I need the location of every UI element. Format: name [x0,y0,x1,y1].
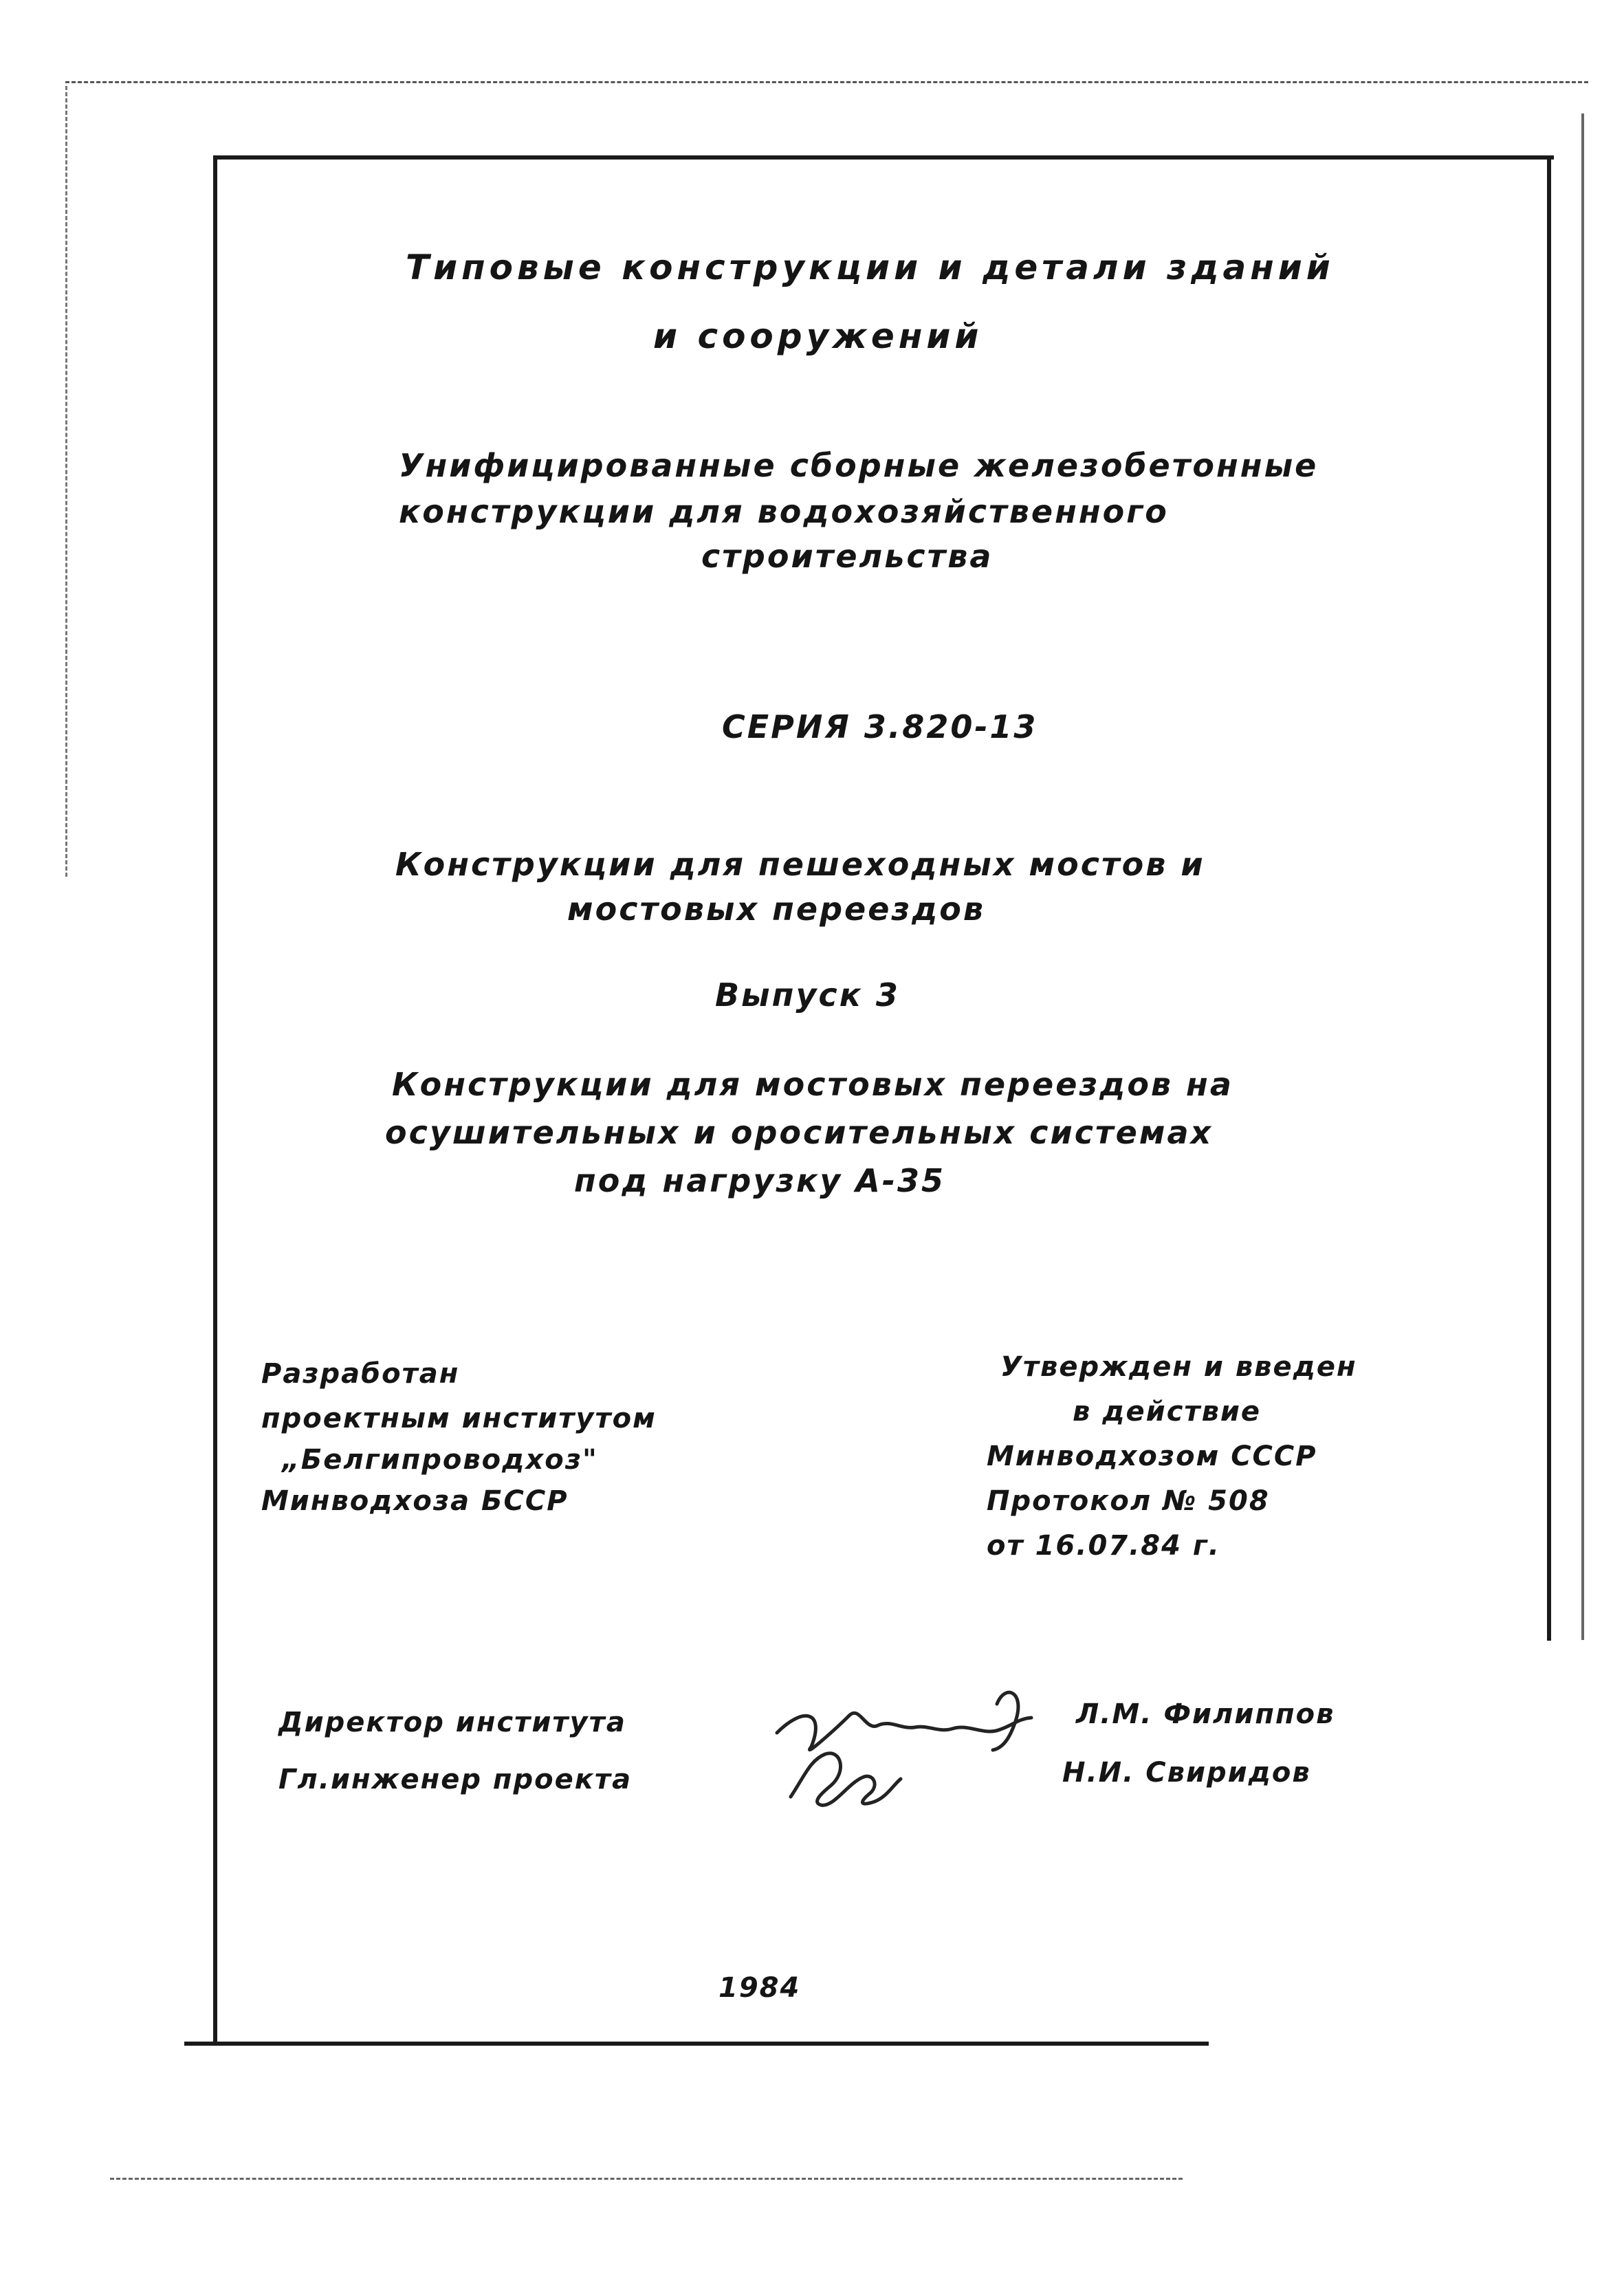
issue-desc-line-1: Конструкции для мостовых переездов на [392,1066,1233,1103]
frame-left [213,155,217,2043]
director-name: Л.М. Филиппов [1076,1698,1335,1730]
section-line-2: мостовых переездов [567,890,986,928]
subtitle-line-2: конструкции для водохозяйственного [399,493,1169,530]
year: 1984 [718,1972,801,2004]
chief-engineer-signature [777,1736,908,1819]
title-line-2: и сооружений [653,316,983,356]
issue-desc-line-2: осушительных и оросительных системах [385,1114,1214,1151]
developed-line-3: „Белгипроводхоз" [282,1444,598,1476]
developed-line-4: Минводхоза БССР [261,1485,569,1517]
chief-engineer-name: Н.И. Свиридов [1062,1757,1311,1789]
frame-right [1547,155,1551,1641]
outer-right-edge [1581,113,1584,1640]
approved-line-1: Утвержден и введен [1000,1351,1357,1383]
subtitle-line-3: строительства [701,538,994,575]
director-role: Директор института [278,1707,626,1738]
scan-bottom-edge [110,2178,1183,2180]
developed-line-2: проектным институтом [261,1403,657,1434]
title-line-1: Типовые конструкции и детали зданий [406,248,1335,287]
scan-left-edge [65,86,67,877]
section-line-1: Конструкции для пешеходных мостов и [395,846,1205,883]
developed-line-1: Разработан [261,1358,460,1390]
approved-line-5: от 16.07.84 г. [987,1530,1220,1562]
frame-top [213,155,1554,160]
approved-line-4: Протокол № 508 [987,1485,1270,1517]
subtitle-line-1: Унифицированные сборные железобетонные [399,447,1319,484]
series-label: СЕРИЯ 3.820-13 [722,708,1038,745]
frame-bottom [184,2042,1209,2046]
approved-line-2: в действие [1073,1396,1262,1428]
issue-label: Выпуск 3 [715,976,900,1014]
approved-line-3: Минводхозом СССР [987,1441,1317,1472]
chief-engineer-role: Гл.инженер проекта [278,1764,633,1795]
scan-top-edge [65,81,1588,83]
issue-desc-line-3: под нагрузку А-35 [574,1162,945,1199]
